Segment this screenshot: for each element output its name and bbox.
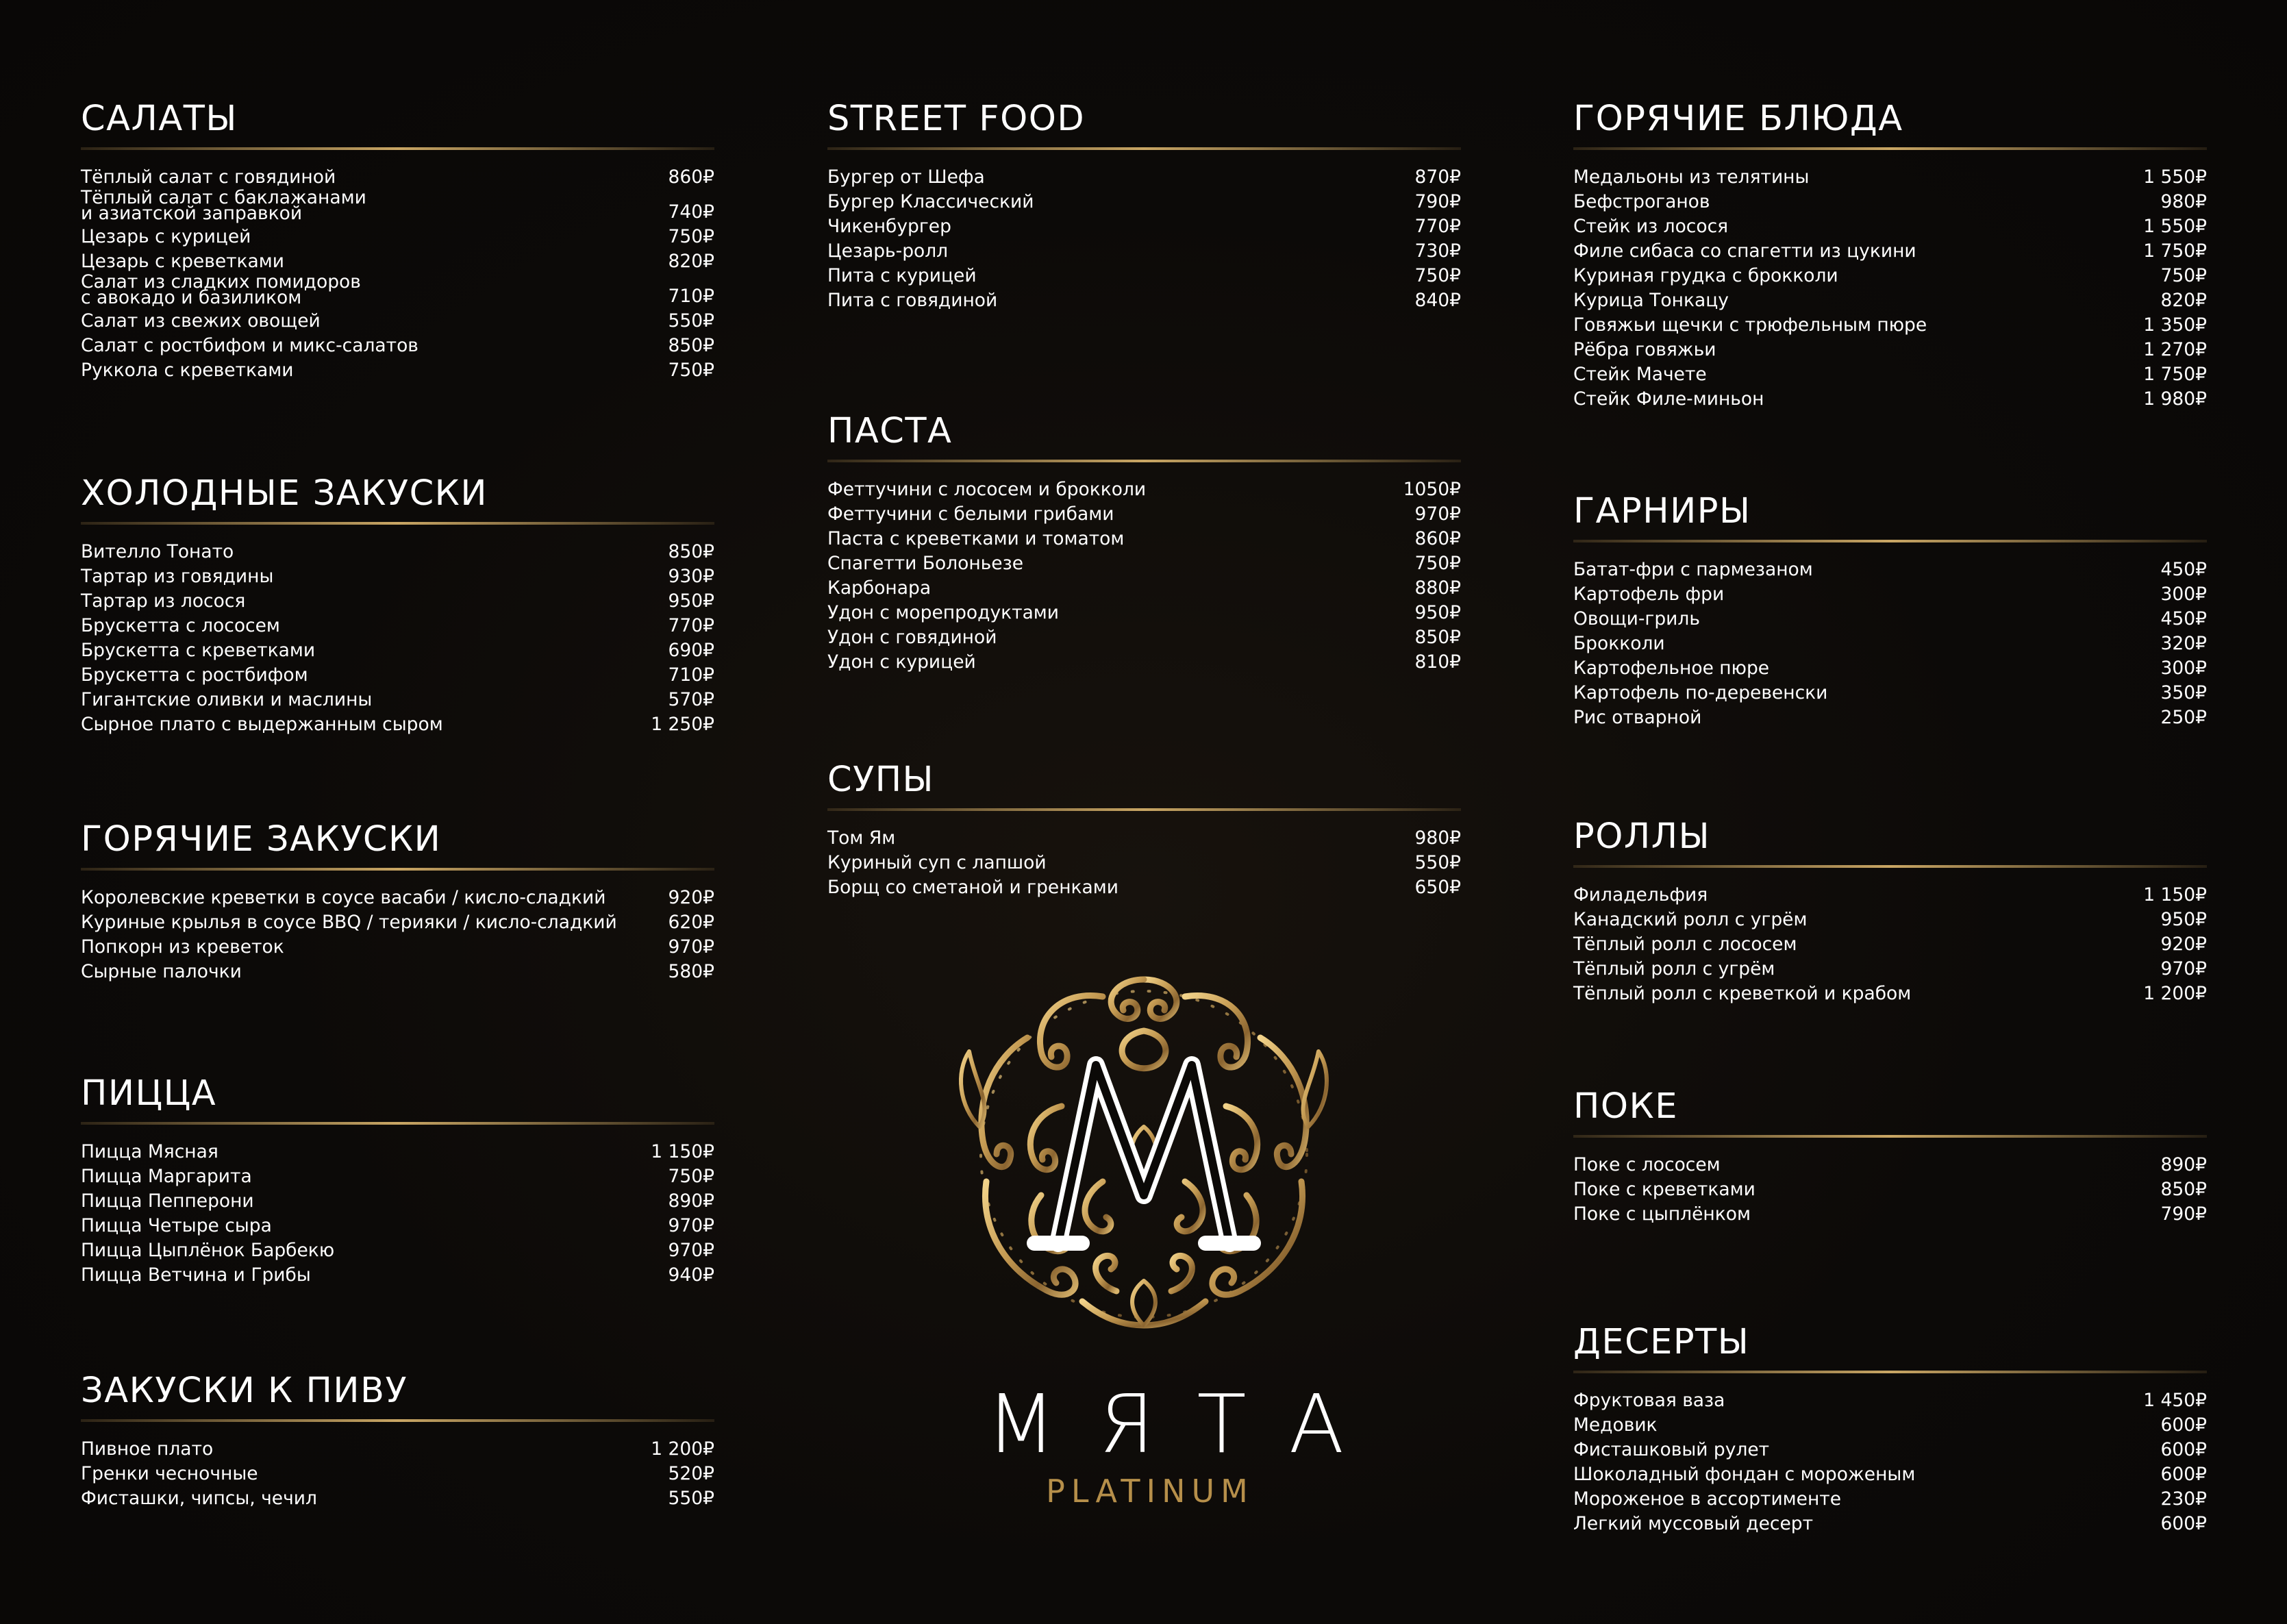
dish-name: Овощи-гриль <box>1573 608 1700 629</box>
menu-item <box>81 589 714 614</box>
dish-price: 1050₽ <box>1403 479 1461 500</box>
dish-name: Удон с курицей <box>827 651 976 673</box>
dish-price: 710₽ <box>668 286 714 307</box>
dish-price: 710₽ <box>668 664 714 686</box>
section-beer-snacks <box>81 1373 714 1511</box>
dish-name: Тёплый салат с говядиной <box>81 166 336 188</box>
dish-name: Картофельное пюре <box>1573 658 1770 679</box>
menu-item <box>1573 632 2207 656</box>
dish-name: Фисташки, чипсы, чечил <box>81 1488 317 1509</box>
menu-items <box>827 477 1461 675</box>
menu-item <box>81 564 714 589</box>
menu-item <box>827 214 1461 239</box>
section-pizza <box>81 1073 714 1288</box>
dish-name: Брускетта с лососем <box>81 615 280 636</box>
dish-name: Тёплый ролл с угрём <box>1573 958 1775 979</box>
gold-divider <box>81 522 714 525</box>
dish-price: 550₽ <box>668 310 714 332</box>
menu-item <box>827 875 1461 900</box>
menu-item <box>1573 607 2207 632</box>
dish-name: Тёплый ролл с лососем <box>1573 934 1797 955</box>
dish-price: 1 980₽ <box>2143 388 2207 410</box>
section-title: STREET FOOD <box>827 99 1086 139</box>
dish-price: 950₽ <box>2160 909 2207 930</box>
dish-price: 770₽ <box>1414 216 1461 237</box>
dish-price: 980₽ <box>1414 827 1461 849</box>
dish-price: 820₽ <box>2160 290 2207 311</box>
menu-item <box>81 1140 714 1164</box>
menu-item <box>81 1486 714 1511</box>
menu-item <box>81 309 714 334</box>
menu-item <box>1573 908 2207 932</box>
dish-name: Мороженое в ассортименте <box>1573 1488 1842 1510</box>
menu-item <box>81 249 714 274</box>
dish-price: 970₽ <box>1414 503 1461 525</box>
menu-items <box>81 1437 714 1511</box>
dish-price: 820₽ <box>668 251 714 272</box>
dish-name: Куриная грудка с брокколи <box>1573 265 1838 286</box>
menu-item <box>1573 883 2207 908</box>
menu-item <box>1573 264 2207 288</box>
dish-price: 980₽ <box>2160 191 2207 212</box>
section-title: САЛАТЫ <box>81 99 238 139</box>
section-soups <box>827 762 1461 900</box>
dish-name: Фруктовая ваза <box>1573 1390 1725 1411</box>
dish-price: 300₽ <box>2160 584 2207 605</box>
menu-item <box>81 712 714 737</box>
dish-name: Бургер от Шефа <box>827 166 985 188</box>
menu-item <box>1573 1413 2207 1438</box>
menu-items <box>81 886 714 984</box>
dish-price: 1 200₽ <box>651 1438 714 1460</box>
menu-items <box>81 165 714 383</box>
dish-name: Сырные палочки <box>81 961 242 982</box>
section-title: ПИЦЦА <box>81 1073 217 1114</box>
menu-item <box>1573 288 2207 313</box>
dish-name: Поке с цыплёнком <box>1573 1203 1751 1225</box>
menu-item <box>1573 338 2207 362</box>
dish-price: 970₽ <box>668 936 714 958</box>
menu-item <box>81 1214 714 1238</box>
dish-price: 940₽ <box>668 1264 714 1286</box>
dish-name: Тартар из говядины <box>81 566 274 587</box>
dish-name: Медальоны из телятины <box>1573 166 1810 188</box>
section-cold-starters <box>81 473 714 737</box>
dish-name: Сырное плато с выдержанным сыром <box>81 714 443 735</box>
menu-item <box>81 334 714 358</box>
dish-name: Салат с ростбифом и микс-салатов <box>81 335 418 356</box>
gold-divider <box>827 147 1461 150</box>
dish-price: 810₽ <box>1414 651 1461 673</box>
section-hot-starters <box>81 819 714 984</box>
dish-name: Батат-фри с пармезаном <box>1573 559 1813 580</box>
dish-price: 690₽ <box>668 640 714 661</box>
menu-item <box>81 886 714 910</box>
dish-name: Королевские креветки в соусе васаби / кисло-сладкий <box>81 887 606 908</box>
section-poke <box>1573 1086 2207 1227</box>
menu-item <box>81 614 714 638</box>
section-title: ПАСТА <box>827 411 953 451</box>
section-street-food <box>827 101 1461 313</box>
dish-price: 1 750₽ <box>2143 364 2207 385</box>
dish-name: Брокколи <box>1573 633 1665 654</box>
dish-price: 450₽ <box>2160 559 2207 580</box>
dish-price: 870₽ <box>1414 166 1461 188</box>
dish-price: 750₽ <box>668 226 714 247</box>
dish-price: 1 750₽ <box>2143 240 2207 262</box>
gold-divider <box>81 1122 714 1125</box>
dish-name: Попкорн из креветок <box>81 936 284 958</box>
dish-price: 650₽ <box>1414 877 1461 898</box>
dish-price: 950₽ <box>1414 602 1461 623</box>
dish-price: 920₽ <box>668 887 714 908</box>
menu-item <box>1573 1462 2207 1487</box>
menu-item <box>1573 313 2207 338</box>
dish-name: Пицца Пепперони <box>81 1190 254 1212</box>
section-hot-dishes <box>1573 101 2207 412</box>
dish-price: 770₽ <box>668 615 714 636</box>
dish-name: Фисташковый рулет <box>1573 1439 1770 1460</box>
menu-item <box>1573 1202 2207 1227</box>
menu-item <box>827 288 1461 313</box>
dish-name: Тёплый ролл с креветкой и крабом <box>1573 983 1912 1004</box>
section-title: ХОЛОДНЫЕ ЗАКУСКИ <box>81 473 488 514</box>
gold-divider <box>1573 865 2207 868</box>
dish-name: Паста с креветками и томатом <box>827 528 1125 549</box>
dish-price: 860₽ <box>1414 528 1461 549</box>
menu-items <box>1573 1388 2207 1536</box>
dish-price: 970₽ <box>668 1240 714 1261</box>
menu-item <box>1573 165 2207 190</box>
menu-item <box>827 625 1461 650</box>
menu-item <box>1573 932 2207 957</box>
dish-name: Феттучини с лососем и брокколи <box>827 479 1147 500</box>
dish-name: Пита с курицей <box>827 265 977 286</box>
gold-divider <box>1573 1135 2207 1138</box>
menu-item <box>81 663 714 688</box>
menu-item <box>827 190 1461 214</box>
menu-item <box>81 225 714 249</box>
dish-name: Брускетта с ростбифом <box>81 664 308 686</box>
dish-price: 600₽ <box>2160 1513 2207 1534</box>
menu-items <box>1573 165 2207 412</box>
menu-item <box>827 551 1461 576</box>
gold-divider <box>81 1419 714 1422</box>
dish-name: Легкий муссовый десерт <box>1573 1513 1813 1534</box>
section-title: ЗАКУСКИ К ПИВУ <box>81 1371 408 1411</box>
menu-item <box>1573 214 2207 239</box>
dish-name: Поке с лососем <box>1573 1154 1721 1175</box>
gold-divider <box>81 868 714 871</box>
menu-item <box>827 165 1461 190</box>
dish-name: Гигантские оливки и маслины <box>81 689 373 710</box>
menu-item <box>827 264 1461 288</box>
dish-price: 600₽ <box>2160 1439 2207 1460</box>
dish-name: Спагетти Болоньезе <box>827 553 1024 574</box>
dish-name: Тёплый салат с баклажанами и азиатской заправкой <box>81 187 366 224</box>
dish-price: 730₽ <box>1414 240 1461 262</box>
dish-name: Том Ям <box>827 827 896 849</box>
dish-name: Филе сибаса со спагетти из цукини <box>1573 240 1916 262</box>
dish-name: Пицца Ветчина и Грибы <box>81 1264 311 1286</box>
dish-price: 950₽ <box>668 590 714 612</box>
menu-item <box>1573 982 2207 1006</box>
dish-name: Картофель по-деревенски <box>1573 682 1828 703</box>
dish-price: 850₽ <box>1414 627 1461 648</box>
dish-price: 1 250₽ <box>651 714 714 735</box>
menu-item <box>1573 656 2207 681</box>
dish-name: Бургер Классический <box>827 191 1034 212</box>
dish-name: Стейк Филе-миньон <box>1573 388 1764 410</box>
menu-items <box>1573 558 2207 730</box>
dish-name: Пицца Цыплёнок Барбекю <box>81 1240 335 1261</box>
menu-item <box>827 650 1461 675</box>
dish-price: 300₽ <box>2160 658 2207 679</box>
menu-item <box>81 1238 714 1263</box>
dish-name: Куриные крылья в соусе BBQ / терияки / кисло-сладкий <box>81 912 617 933</box>
section-desserts <box>1573 1322 2207 1536</box>
dish-name: Брускетта с креветками <box>81 640 316 661</box>
menu-item <box>1573 1487 2207 1512</box>
dish-name: Рёбра говяжьи <box>1573 339 1716 360</box>
dish-price: 350₽ <box>2160 682 2207 703</box>
dish-price: 750₽ <box>668 1166 714 1187</box>
menu-items <box>827 165 1461 313</box>
dish-name: Курица Тонкацу <box>1573 290 1729 311</box>
menu-item <box>827 851 1461 875</box>
dish-price: 850₽ <box>2160 1179 2207 1200</box>
dish-price: 750₽ <box>2160 265 2207 286</box>
menu-item <box>827 239 1461 264</box>
gold-divider <box>827 460 1461 462</box>
section-sides <box>1573 491 2207 730</box>
menu-items <box>81 540 714 737</box>
dish-price: 1 270₽ <box>2143 339 2207 360</box>
menu-item <box>81 688 714 712</box>
dish-price: 970₽ <box>668 1215 714 1236</box>
menu-item <box>81 187 714 225</box>
dish-price: 840₽ <box>1414 290 1461 311</box>
dish-name: Бефстроганов <box>1573 191 1710 212</box>
menu-item <box>1573 387 2207 412</box>
monogram-m-ornament-icon <box>955 966 1332 1342</box>
menu-item <box>1573 362 2207 387</box>
dish-price: 1 550₽ <box>2143 216 2207 237</box>
menu-item <box>81 910 714 935</box>
dish-price: 1 450₽ <box>2143 1390 2207 1411</box>
section-title: ГАРНИРЫ <box>1573 491 1751 532</box>
section-pasta <box>827 411 1461 675</box>
menu-item <box>81 358 714 383</box>
dish-price: 450₽ <box>2160 608 2207 629</box>
brand-name: МЯТА <box>986 1377 1387 1471</box>
dish-name: Куриный суп с лапшой <box>827 852 1047 873</box>
menu-item <box>1573 957 2207 982</box>
dish-price: 620₽ <box>668 912 714 933</box>
menu-item <box>81 638 714 663</box>
dish-name: Пицца Четыре сыра <box>81 1215 272 1236</box>
menu-item <box>81 165 714 190</box>
gold-divider <box>81 147 714 150</box>
gold-divider <box>1573 1371 2207 1373</box>
dish-name: Медовик <box>1573 1414 1658 1436</box>
gold-divider <box>1573 540 2207 542</box>
menu-item <box>81 1263 714 1288</box>
menu-items <box>81 1140 714 1288</box>
menu-item <box>81 1164 714 1189</box>
dish-name: Стейк из лосося <box>1573 216 1729 237</box>
section-title: СУПЫ <box>827 760 935 800</box>
dish-price: 890₽ <box>2160 1154 2207 1175</box>
dish-name: Цезарь с креветками <box>81 251 285 272</box>
dish-name: Поке с креветками <box>1573 1179 1755 1200</box>
dish-price: 520₽ <box>668 1463 714 1484</box>
dish-name: Пицца Маргарита <box>81 1166 252 1187</box>
dish-name: Карбонара <box>827 577 932 599</box>
brand-subtitle: PLATINUM <box>1046 1473 1254 1510</box>
menu-item <box>827 527 1461 551</box>
dish-price: 850₽ <box>668 335 714 356</box>
dish-price: 860₽ <box>668 166 714 188</box>
dish-price: 1 200₽ <box>2143 983 2207 1004</box>
menu-item <box>1573 239 2207 264</box>
dish-name: Удон с морепродуктами <box>827 602 1060 623</box>
dish-price: 250₽ <box>2160 707 2207 728</box>
dish-price: 600₽ <box>2160 1464 2207 1485</box>
gold-divider <box>1573 147 2207 150</box>
dish-price: 230₽ <box>2160 1488 2207 1510</box>
menu-item <box>1573 681 2207 705</box>
menu-item <box>1573 558 2207 582</box>
dish-name: Цезарь с курицей <box>81 226 251 247</box>
dish-price: 750₽ <box>668 360 714 381</box>
menu-item <box>1573 190 2207 214</box>
section-title: ГОРЯЧИЕ ЗАКУСКИ <box>81 819 442 860</box>
section-title: ГОРЯЧИЕ БЛЮДА <box>1573 99 1903 139</box>
section-title: ДЕСЕРТЫ <box>1573 1322 1750 1362</box>
dish-name: Цезарь-ролл <box>827 240 949 262</box>
menu-item <box>81 271 714 309</box>
dish-price: 930₽ <box>668 566 714 587</box>
dish-name: Салат из сладких помидоров с авокадо и базиликом <box>81 271 361 308</box>
dish-price: 920₽ <box>2160 934 2207 955</box>
menu-item <box>81 1189 714 1214</box>
dish-price: 1 150₽ <box>651 1141 714 1162</box>
dish-price: 750₽ <box>1414 265 1461 286</box>
dish-name: Вителло Тонато <box>81 541 234 562</box>
dish-name: Пита с говядиной <box>827 290 998 311</box>
dish-price: 850₽ <box>668 541 714 562</box>
dish-price: 550₽ <box>668 1488 714 1509</box>
dish-price: 890₽ <box>668 1190 714 1212</box>
dish-price: 1 550₽ <box>2143 166 2207 188</box>
menu-item <box>1573 1438 2207 1462</box>
menu-item <box>827 576 1461 601</box>
dish-name: Руккола с креветками <box>81 360 294 381</box>
section-rolls <box>1573 816 2207 1006</box>
menu-item <box>827 826 1461 851</box>
menu-item <box>81 935 714 960</box>
dish-name: Пивное плато <box>81 1438 214 1460</box>
dish-price: 550₽ <box>1414 852 1461 873</box>
dish-name: Тартар из лосося <box>81 590 246 612</box>
section-title: РОЛЛЫ <box>1573 816 1711 857</box>
dish-name: Борщ со сметаной и гренками <box>827 877 1119 898</box>
brand-logo <box>918 966 1387 1514</box>
menu-items <box>827 826 1461 900</box>
section-title: ПОКЕ <box>1573 1086 1678 1127</box>
dish-name: Филадельфия <box>1573 884 1708 905</box>
dish-price: 580₽ <box>668 961 714 982</box>
menu-item <box>1573 705 2207 730</box>
menu-item <box>1573 1153 2207 1177</box>
dish-name: Говяжьи щечки с трюфельным пюре <box>1573 314 1927 336</box>
dish-name: Канадский ролл с угрём <box>1573 909 1808 930</box>
dish-price: 790₽ <box>2160 1203 2207 1225</box>
dish-name: Удон с говядиной <box>827 627 997 648</box>
dish-price: 880₽ <box>1414 577 1461 599</box>
menu-item <box>81 960 714 984</box>
menu-items <box>1573 1153 2207 1227</box>
menu-item <box>827 477 1461 502</box>
dish-name: Салат из свежих овощей <box>81 310 321 332</box>
dish-price: 320₽ <box>2160 633 2207 654</box>
dish-price: 570₽ <box>668 689 714 710</box>
menu-item <box>1573 1388 2207 1413</box>
menu-items <box>1573 883 2207 1006</box>
menu-item <box>1573 1512 2207 1536</box>
menu-item <box>827 502 1461 527</box>
menu-item <box>81 1437 714 1462</box>
dish-name: Чикенбургер <box>827 216 951 237</box>
dish-price: 1 150₽ <box>2143 884 2207 905</box>
dish-price: 600₽ <box>2160 1414 2207 1436</box>
dish-name: Шоколадный фондан с мороженым <box>1573 1464 1916 1485</box>
menu-item <box>1573 1177 2207 1202</box>
dish-name: Картофель фри <box>1573 584 1725 605</box>
dish-price: 970₽ <box>2160 958 2207 979</box>
dish-price: 740₽ <box>668 201 714 223</box>
menu-item <box>1573 582 2207 607</box>
gold-divider <box>827 808 1461 811</box>
menu-item <box>81 1462 714 1486</box>
dish-price: 750₽ <box>1414 553 1461 574</box>
dish-name: Рис отварной <box>1573 707 1702 728</box>
dish-name: Феттучини с белыми грибами <box>827 503 1114 525</box>
dish-name: Стейк Мачете <box>1573 364 1707 385</box>
dish-price: 1 350₽ <box>2143 314 2207 336</box>
dish-price: 790₽ <box>1414 191 1461 212</box>
menu-item <box>81 540 714 564</box>
menu-item <box>827 601 1461 625</box>
dish-name: Пицца Мясная <box>81 1141 218 1162</box>
section-salads <box>81 101 714 383</box>
dish-name: Гренки чесночные <box>81 1463 258 1484</box>
